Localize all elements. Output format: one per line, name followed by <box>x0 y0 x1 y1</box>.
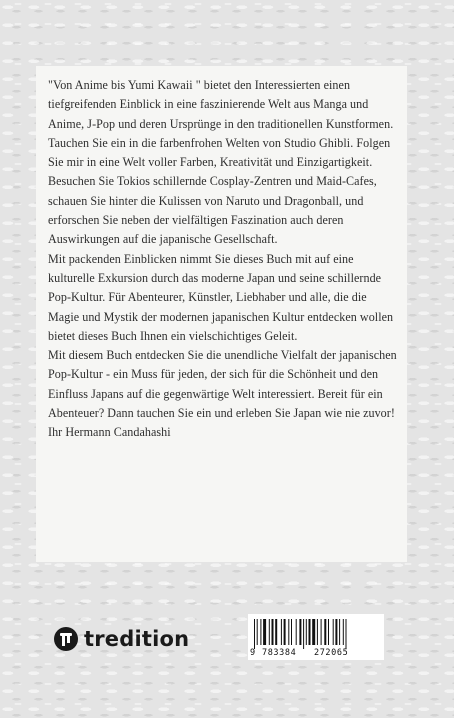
tredition-logo-icon <box>54 627 78 651</box>
publisher-logo <box>54 626 189 652</box>
isbn-barcode <box>248 614 384 660</box>
isbn-left-group: 783384 <box>262 648 297 658</box>
blurb-paragraph-1: "Von Anime bis Yumi Kawaii " bietet den Interessierten einen tiefgreifenden Einblick in eine faszinierende Welt aus Manga und Anime, J-Pop und deren Ursprünge in den traditionellen Kunstformen. Tauchen Sie ein in die farbenfrohen Welten von Studio Ghibli. Folgen Sie mir in eine Welt voller Farben, Kreativität und Einzigartigkeit. Besuchen Sie Tokios schillernde Cosplay-Zentren und Maid-Cafes, schauen Sie hinter die Kulissen von Naruto und Dragonball, und erforschen Sie neben der vielfältigen Faszination auch deren Auswirkungen auf die japanische Gesellschaft. <box>48 78 394 247</box>
publisher-name: tredition <box>84 627 190 651</box>
isbn-right-group: 272065 <box>314 648 349 658</box>
barcode-bars <box>254 619 374 649</box>
blurb-panel <box>36 66 407 562</box>
blurb-paragraph-2: Mit packenden Einblicken nimmt Sie dieses Buch mit auf eine kulturelle Exkursion durch das moderne Japan und seine schillernde Pop-Kultur. Für Abenteurer, Künstler, Liebhaber und alle, die die Magie und Mystik der modernen japanischen Kultur entdecken wollen bietet dieses Buch Ihnen ein vielschichtiges Geleit. <box>48 251 394 343</box>
isbn-prefix-digit: 9 <box>250 648 256 658</box>
author-signature: Ihr Hermann Candahashi <box>48 425 171 440</box>
blurb-paragraph-3: Mit diesem Buch entdecken Sie die unendliche Vielfalt der japanischen Pop-Kultur - ein Muss für jeden, der sich für die Schönheit und den Einfluss Japans auf die gegenwärtige Welt interessiert. Bereit für ein Abenteuer? Dann tauchen Sie ein und erleben Sie Japan wie nie zuvor! <box>48 348 397 421</box>
